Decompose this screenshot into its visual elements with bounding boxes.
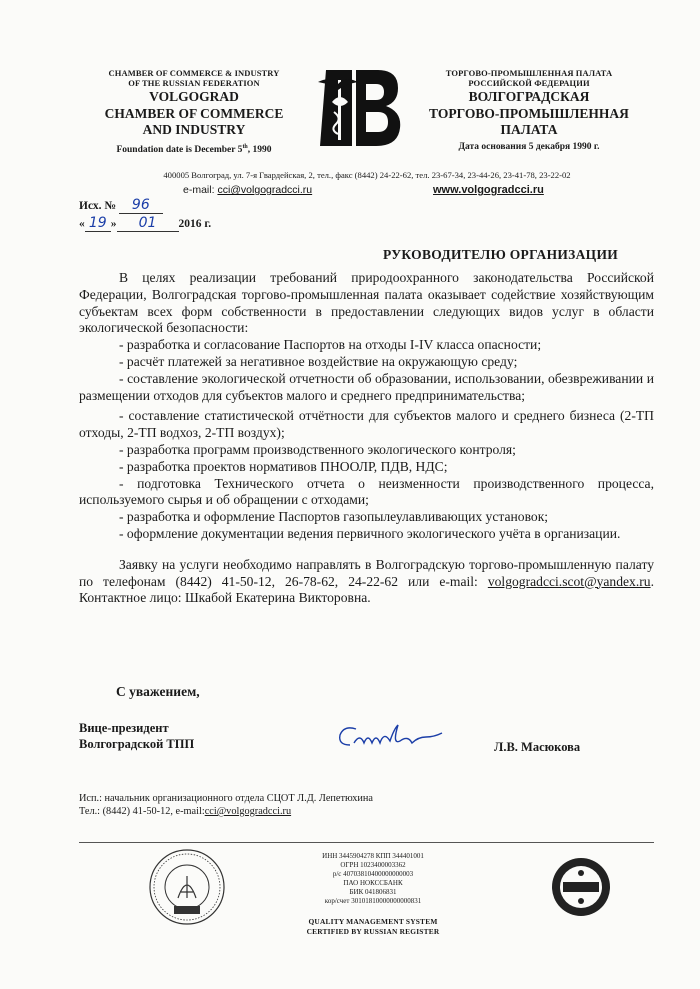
chamber-logo-icon: [312, 62, 404, 152]
header-en-date-suffix: , 1990: [247, 144, 272, 155]
signatory-title-line2: Волгоградской ТПП: [79, 737, 195, 751]
request-email-link[interactable]: volgogradcci.scot@yandex.ru: [487, 573, 651, 589]
ref-quote-open: «: [79, 218, 85, 230]
ref-month: 01: [117, 215, 179, 232]
qms-line1: QUALITY MANAGEMENT SYSTEM: [308, 917, 438, 926]
recipient: РУКОВОДИТЕЛЮ ОРГАНИЗАЦИИ: [383, 247, 619, 262]
header-ru-name3: ПАЛАТА: [500, 122, 558, 137]
service-item: - разработка проектов нормативов ПНООЛР, ПДВ, НДС;: [119, 458, 448, 474]
footer-divider: [79, 842, 654, 843]
quality-management: [268, 917, 478, 936]
address: 400005 Волгоград, ул. 7-я Гвардейская, 2, тел., факс (8442) 24-22-62, тел. 23-67-34, 23-44-26, 23-41-78, 23-22-02: [163, 170, 571, 180]
ref-year: 2016 г.: [178, 218, 212, 230]
bank-corr-account: кор/счет 30101810000000000831: [324, 897, 422, 905]
header-ru-name1: ВОЛГОГРАДСКАЯ: [468, 89, 590, 104]
executor-line1: Исп.: начальник организационного отдела СЦОТ Л.Д. Лепетюхина: [79, 793, 374, 804]
request-text: Заявку на услуги необходимо направлять в Волгоградскую торгово-промышленную палату по телефонам (8442) 41-50-12, 26-78-62, 24-22-62 или e-mail:: [79, 556, 654, 589]
header-ru-name2: ТОРГОВО-ПРОМЫШЛЕННАЯ: [429, 105, 629, 121]
header-ru-line2: РОССИЙСКОЙ ФЕДЕРАЦИИ: [468, 78, 590, 88]
bank-account: р/с 40703810400000000003: [332, 870, 414, 878]
service-item: - составление статистической отчётности для субъектов малого и среднего бизнеса (2-ТП отходы, 2-ТП водхоз, 2-ТП воздух);: [79, 408, 654, 441]
header-en-date-prefix: Foundation date is December 5: [116, 144, 243, 155]
header-ru-date: Дата основания 5 декабря 1990 г.: [458, 141, 600, 152]
request-contact: . Контактное лицо: Шкабой Екатерина Викторовна.: [79, 573, 654, 606]
signatory-name: Л.В. Масюкова: [494, 740, 581, 754]
ref-day: 19: [85, 215, 111, 232]
service-item: - подготовка Технического отчета о неизменности производственного процесса, используемого сырья и об обращении с отходами;: [79, 475, 654, 508]
email-link[interactable]: cci@volgogradcci.ru: [217, 184, 313, 196]
service-item: - разработка и оформление Паспортов газопылеулавливающих установок;: [119, 509, 549, 525]
bank-bik: БИК 041806831: [349, 888, 397, 896]
website-link[interactable]: www.volgogradcci.ru: [433, 184, 544, 196]
intro-paragraph: В целях реализации требований природоохранного законодательства Российской Федерации, Волгоградская торгово-промышленная палата оказывает содействие хозяйствующим субъектам всех форм собственности в предоставлении следующих видов услуг в области экологической безопасности:: [79, 270, 654, 336]
regards: С уважением,: [116, 684, 200, 699]
service-item: - составление экологической отчетности об образовании, использовании, обезвреживании и размещении отходов для субъектов малого и среднего предпринимательства;: [79, 370, 654, 403]
outgoing-date: [79, 215, 211, 232]
header-email[interactable]: [183, 184, 312, 196]
header-english: [88, 68, 300, 157]
bank-ogrn: ОГРН 1023400003362: [340, 861, 406, 869]
bank-inn: ИНН 3445904278 КПП 344401001: [322, 852, 424, 860]
outgoing-number: [79, 197, 163, 214]
service-item: - разработка и согласование Паспортов на отходы I-IV класса опасности;: [119, 337, 542, 353]
header-ru-line1: ТОРГОВО-ПРОМЫШЛЕННАЯ ПАЛАТА: [445, 68, 613, 78]
header-russian: [410, 68, 648, 154]
ref-number: 96: [119, 197, 163, 214]
executor-info: [79, 792, 373, 818]
letter-body: [79, 270, 654, 607]
ref-label: Исх. №: [79, 200, 116, 212]
executor-line2: [79, 805, 373, 818]
header-en-name1: VOLGOGRAD: [149, 89, 239, 104]
service-item: - расчёт платежей за негативное воздействие на окружающую среду;: [119, 353, 518, 369]
service-item: - оформление документации ведения первичного экологического учёта в организации.: [119, 525, 621, 541]
header-en-name3: AND INDUSTRY: [142, 122, 246, 137]
header-en-date: [88, 140, 300, 157]
service-item: - разработка программ производственного экологического контроля;: [119, 441, 516, 457]
header-en-line1: CHAMBER OF COMMERCE & INDUSTRY: [108, 68, 280, 78]
iqnet-certified-seal-icon: [551, 857, 611, 917]
bank-details: [268, 852, 478, 906]
email-label: e-mail:: [183, 184, 218, 196]
request-paragraph: [79, 557, 654, 607]
ref-quote-close: »: [110, 218, 117, 230]
signature-icon: [328, 715, 448, 763]
signatory-title-line1: Вице-президент: [79, 721, 169, 735]
bank-name: ПАО НОКССБАНК: [343, 879, 403, 887]
header-en-date-sup: th: [242, 143, 248, 150]
executor-email-link[interactable]: cci@volgogradcci.ru: [204, 806, 292, 817]
header-en-line2: OF THE RUSSIAN FEDERATION: [128, 78, 260, 88]
header-en-name2: CHAMBER OF COMMERCE: [104, 105, 284, 121]
qms-line2: CERTIFIED BY RUSSIAN REGISTER: [306, 926, 440, 936]
executor-phone: Тел.: (8442) 41-50-12, e-mail:: [79, 806, 205, 817]
iso-seal-icon: [148, 848, 226, 926]
signatory-title: [79, 720, 194, 752]
